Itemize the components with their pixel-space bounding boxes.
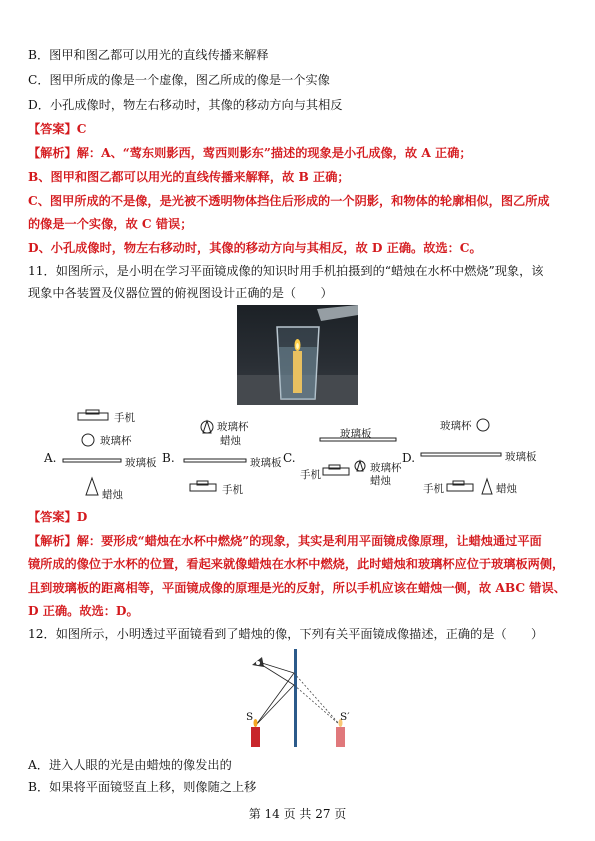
option-b-cup-label: 玻璃杯	[217, 421, 249, 433]
q12-mirror-diagram	[236, 645, 366, 750]
analysis-q10-l5: D、小孔成像时，物左右移动时，其像的移动方向与其相反，故 D 正确。故选：C。	[28, 241, 482, 255]
label-s: S	[246, 711, 254, 723]
option-b-phone-label: 手机	[222, 484, 243, 496]
analysis-q11-l4: D 正确。故选：D。	[28, 604, 139, 618]
option-c-letter: C.	[283, 451, 296, 465]
option-a-cup-label: 玻璃杯	[100, 435, 132, 447]
option-c-candle-label: 蜡烛	[370, 475, 391, 487]
option-d-letter: D.	[402, 451, 416, 465]
b-glass-shape	[184, 459, 246, 462]
a-glass-shape	[63, 459, 121, 462]
analysis-text: 解：A、“莺东则影西，莺西则影东”描述的现象是小孔成像，故 A 正确；	[76, 146, 472, 160]
option-b-letter: B.	[162, 451, 175, 465]
plane-mirror	[294, 649, 297, 747]
d-candle-shape	[482, 479, 492, 494]
option-a-q12: A．进入人眼的光是由蜡烛的像发出的	[28, 758, 232, 772]
a-cup-shape	[82, 434, 94, 446]
d-cup-shape	[477, 419, 489, 431]
option-b-candle-label: 蜡烛	[220, 435, 241, 447]
question-11-l1: 11．如图所示，是小明在学习平面镜成像的知识时用手机拍摄到的“蜡烛在水杯中燃烧”现象，该	[28, 264, 544, 278]
analysis-tag: 【解析】	[28, 534, 77, 548]
question-12-l1: 12．如图所示，小明透过平面镜看到了蜡烛的像，下列有关平面镜成像描述，正确的是（ ）	[28, 627, 544, 641]
option-d-phone-label: 手机	[423, 483, 444, 495]
option-b-glass-label: 玻璃板	[250, 457, 282, 469]
b-cup-shape	[201, 421, 213, 433]
candle-glass-illustration	[237, 305, 358, 405]
option-b-q12: B．如果将平面镜竖直上移，则像随之上移	[28, 780, 257, 794]
answer-q11	[28, 509, 568, 525]
analysis-q11-l3: 且到玻璃板的距离相等，平面镜成像的原理是光的反射，所以手机应该在蜡烛一侧，故 ABC 错误、	[28, 581, 566, 595]
option-d-glass-label: 玻璃板	[505, 451, 537, 463]
candle-s	[251, 727, 260, 747]
question-11-l2: 现象中各装置及仪器位置的俯视图设计正确的是（ ）	[28, 286, 333, 300]
analysis-q10-l3: C、图甲所成的不是像，是光被不透明物体挡住后形成的一个阴影，和物体的轮廓相似，图乙所成	[28, 194, 550, 208]
option-a-phone-label: 手机	[114, 412, 135, 424]
analysis-q10-l2: B、图甲和图乙都可以用光的直线传播来解释，故 B 正确；	[28, 170, 350, 184]
option-d-candle-label: 蜡烛	[496, 483, 517, 495]
c-candle-shape	[357, 461, 363, 471]
option-c-phone-label: 手机	[300, 469, 321, 481]
analysis-q11-l1	[28, 533, 568, 549]
option-c-q10: C．图甲所成的像是一个虚像，图乙所成的像是一个实像	[28, 73, 330, 87]
candle-in-glass-photo	[237, 305, 358, 405]
analysis-tag: 【解析】	[28, 146, 77, 160]
option-d-cup-label: 玻璃杯	[440, 420, 472, 432]
analysis-q11-l2: 镜所成的像位于水杯的位置，看起来就像蜡烛在水杯中燃烧，此时蜡烛和玻璃杯应位于玻璃板两侧，	[28, 557, 565, 571]
answer-value: D	[76, 510, 88, 524]
option-a-candle-label: 蜡烛	[102, 489, 123, 501]
analysis-q10-l1	[28, 145, 568, 161]
d-glass-shape	[421, 453, 501, 456]
candle-image-s-prime	[336, 727, 345, 747]
option-a-letter: A.	[44, 451, 57, 465]
option-c-cup-label: 玻璃杯	[370, 462, 402, 474]
option-b-q10: B．图甲和图乙都可以用光的直线传播来解释	[28, 48, 269, 62]
answer-q10	[28, 121, 568, 137]
answer-value: C	[76, 122, 87, 136]
b-candle-shape	[203, 421, 211, 433]
answer-tag: 【答案】	[28, 510, 77, 524]
analysis-q10-l4: 的像是一个实像，故 C 错误；	[28, 217, 193, 231]
page-footer: 第 14 页 共 27 页	[248, 807, 347, 821]
a-candle-shape	[86, 478, 98, 495]
answer-tag: 【答案】	[28, 122, 77, 136]
label-s-prime: S′	[340, 711, 350, 723]
option-d-q10: D．小孔成像时，物左右移动时，其像的移动方向与其相反	[28, 98, 343, 112]
analysis-text: 解：要形成“蜡烛在水杯中燃烧”的现象，其实是利用平面镜成像原理，让蜡烛通过平面	[76, 534, 542, 548]
option-a-glass-label: 玻璃板	[125, 457, 157, 469]
option-c-glass-label: 玻璃板	[340, 428, 372, 440]
